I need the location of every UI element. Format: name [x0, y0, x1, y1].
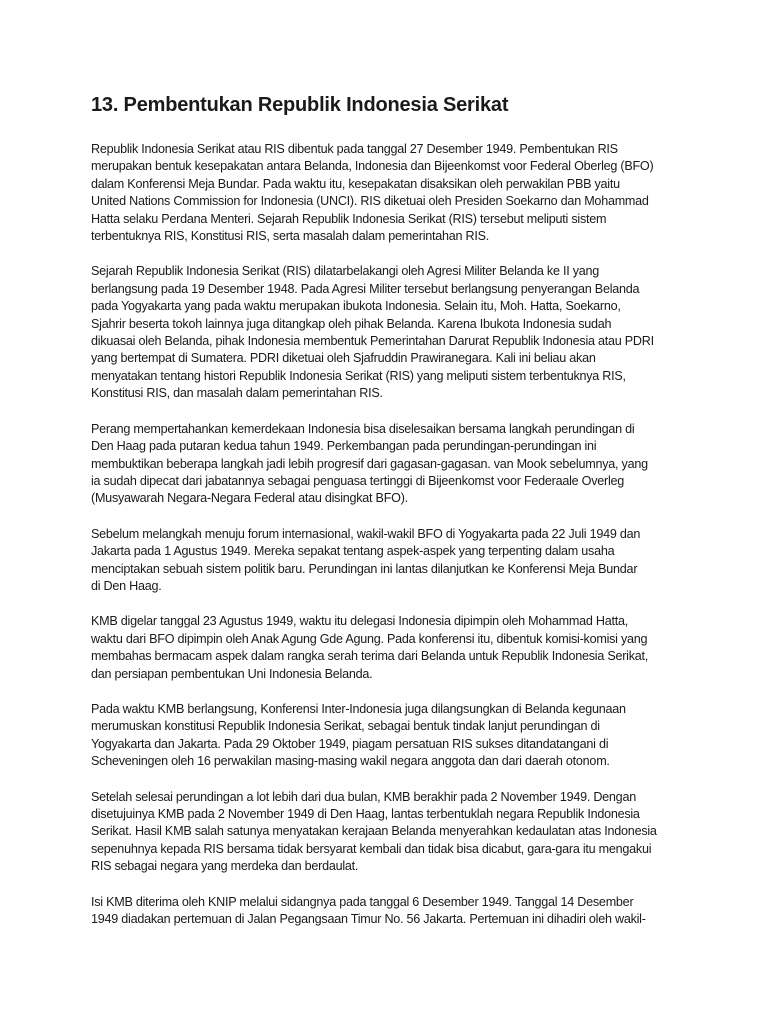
text-line: (Musyawarah Negara-Negara Federal atau disingkat BFO). [91, 491, 408, 506]
paragraph [91, 789, 706, 876]
text-line: membuktikan beberapa langkah jadi lebih progresif dari gagasan-gagasan. van Mook sebelumnya, yang [91, 456, 648, 471]
text-line: di Den Haag. [91, 578, 162, 593]
text-line: disetujuinya KMB pada 2 November 1949 di Den Haag, lantas terbentuklah negara Republik Indonesia [91, 807, 640, 821]
text-line: terbentuknya RIS, Konstitusi RIS, serta masalah dalam pemerintahan RIS. [91, 229, 490, 244]
text-line: Isi KMB diterima oleh KNIP melalui sidangnya pada tanggal 6 Desember 1949. Tanggal 14 Desember [91, 894, 634, 909]
text-line: ia sudah dipecat dari jabatannya sebagai penguasa tertinggi di Bijeenkomst voor Federaale Overleg [91, 473, 625, 488]
text-line: dikuasai oleh Belanda, pihak Indonesia membentuk Pemerintahan Darurat Republik Indonesia atau PDRI [91, 334, 654, 349]
text-line: dan persiapan pembentukan Uni Indonesia Belanda. [91, 666, 373, 681]
paragraph [91, 141, 706, 245]
document-body [91, 141, 706, 928]
text-line: sepenuhnya kepada RIS bersama tidak bersyarat kembali dan tidak bisa dicabut, gara-gara itu mengakui [91, 841, 652, 856]
text-line: waktu dari BFO dipimpin oleh Anak Agung Gde Agung. Pada konferensi itu, dibentuk komisi-komisi yang [91, 631, 648, 646]
text-line: 1949 diadakan pertemuan di Jalan Pegangsaan Timur No. 56 Jakarta. Pertemuan ini dihadiri oleh wakil- [91, 912, 646, 927]
text-line: KMB digelar tanggal 23 Agustus 1949, waktu itu delegasi Indonesia dipimpin oleh Mohammad Hatta, [91, 614, 629, 629]
text-line: pada Yogyakarta yang pada waktu merupakan ibukota Indonesia. Selain itu, Moh. Hatta, Soekarno, [91, 299, 621, 314]
paragraph [91, 421, 706, 508]
text-line: Jakarta pada 1 Agustus 1949. Mereka sepakat tentang aspek-aspek yang terpenting dalam usaha [91, 544, 615, 559]
text-line: Pada waktu KMB berlangsung, Konferensi Inter-Indonesia juga dilangsungkan di Belanda kegunaan [91, 701, 626, 716]
text-line: yang bertempat di Sumatera. PDRI diketuai oleh Sjafruddin Prawiranegara. Kali ini beliau akan [91, 351, 596, 366]
document-title: 13. Pembentukan Republik Indonesia Serikat [91, 94, 509, 116]
text-line: Yogyakarta dan Jakarta. Pada 29 Oktober 1949, piagam persatuan RIS sukses ditandatangani di [91, 736, 609, 751]
text-line: dalam Konferensi Meja Bundar. Pada waktu itu, kesepakatan disaksikan oleh perwakilan PBB yaitu [91, 176, 620, 191]
text-line: Scheveningen oleh 16 perwakilan masing-masing wakil negara anggota dan dari daerah otonom. [91, 754, 610, 769]
text-line: berlangsung pada 19 Desember 1948. Pada Agresi Militer tersebut berlangsung penyerangan Belanda [91, 281, 640, 296]
text-line: Perang mempertahankan kemerdekaan Indonesia bisa diselesaikan bersama langkah perundingan di [91, 421, 635, 436]
paragraph [91, 894, 706, 929]
text-line: Hatta selaku Perdana Menteri. Sejarah Republik Indonesia Serikat (RIS) tersebut meliputi sistem [91, 211, 607, 226]
text-line: Setelah selesai perundingan a lot lebih dari dua bulan, KMB berakhir pada 2 November 1949. Dengan [91, 789, 636, 804]
paragraph [91, 263, 706, 402]
paragraph [91, 613, 706, 683]
text-line: Sejarah Republik Indonesia Serikat (RIS) dilatarbelakangi oleh Agresi Militer Belanda ke II yang [91, 264, 600, 279]
text-line: United Nations Commission for Indonesia (UNCI). RIS diketuai oleh Presiden Soekarno dan Mohammad [91, 194, 649, 209]
text-line: merumuskan konstitusi Republik Indonesia Serikat, sebagai bentuk tindak lanjut perundingan di [91, 719, 600, 734]
text-line: Sebelum melangkah menuju forum internasional, wakil-wakil BFO di Yogyakarta pada 22 Juli 1949 dan [91, 526, 641, 541]
text-line: Den Haag pada putaran kedua tahun 1949. Perkembangan pada perundingan-perundingan ini [91, 439, 597, 454]
paragraph [91, 526, 706, 596]
paragraph [91, 701, 706, 771]
text-line: Republik Indonesia Serikat atau RIS dibentuk pada tanggal 27 Desember 1949. Pembentukan RIS [91, 142, 618, 156]
text-line: Sjahrir beserta tokoh lainnya juga ditangkap oleh pihak Belanda. Karena Ibukota Indonesia sudah [91, 316, 612, 331]
text-line: merupakan bentuk kesepakatan antara Belanda, Indonesia dan Bijeenkomst voor Federal Oberleg (BFO) [91, 159, 654, 174]
text-line: membahas bermacam aspek dalam rangka serah terima dari Belanda untuk Republik Indonesia Serikat, [91, 649, 649, 664]
text-line: Serikat. Hasil KMB salah satunya menyatakan kerajaan Belanda menyerahkan kedaulatan atas Indonesia [91, 824, 657, 839]
text-line: Konstitusi RIS, dan masalah dalam pemerintahan RIS. [91, 386, 383, 401]
text-line: RIS sebagai negara yang merdeka dan berdaulat. [91, 859, 359, 874]
text-line: menciptakan sebuah sistem politik baru. Perundingan ini lantas dilanjutkan ke Konferensi Meja Bundar [91, 561, 638, 576]
text-line: menyatakan tentang histori Republik Indonesia Serikat (RIS) yang meliputi sistem terbentuknya RIS, [91, 368, 626, 383]
